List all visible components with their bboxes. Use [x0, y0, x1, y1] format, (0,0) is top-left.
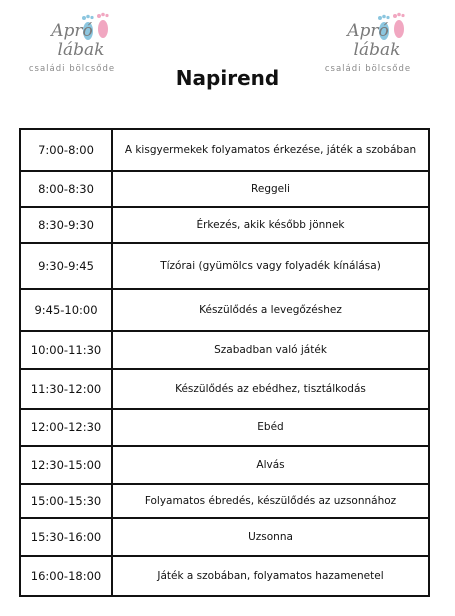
logo-subtitle: családi bölcsőde: [28, 64, 116, 74]
schedule-table: [19, 128, 430, 597]
table-row: [20, 289, 429, 331]
time-cell: 16:00-18:00: [20, 556, 112, 596]
time-cell: 9:45-10:00: [20, 289, 112, 331]
time-cell: 8:30-9:30: [20, 207, 112, 243]
activity-cell: Ebéd: [112, 409, 429, 446]
activity-cell: Készülődés az ebédhez, tisztálkodás: [112, 369, 429, 409]
table-row: [20, 446, 429, 484]
table-row: [20, 518, 429, 556]
table-row: [20, 556, 429, 596]
table-row: [20, 129, 429, 171]
activity-cell: Folyamatos ébredés, készülődés az uzsonnához: [112, 484, 429, 518]
table-row: [20, 171, 429, 207]
logo-subtitle: családi bölcsőde: [324, 64, 412, 74]
table-row: [20, 243, 429, 289]
table-row: [20, 484, 429, 518]
time-cell: 7:00-8:00: [20, 129, 112, 171]
activity-cell: Készülődés a levegőzéshez: [112, 289, 429, 331]
activity-cell: Reggeli: [112, 171, 429, 207]
time-cell: 10:00-11:30: [20, 331, 112, 369]
table-row: [20, 369, 429, 409]
time-cell: 15:00-15:30: [20, 484, 112, 518]
logo-brand: Apró lábak: [51, 21, 105, 60]
time-cell: 15:30-16:00: [20, 518, 112, 556]
activity-cell: Tízórai (gyümölcs vagy folyadék kínálása): [112, 243, 429, 289]
time-cell: 12:30-15:00: [20, 446, 112, 484]
activity-cell: Érkezés, akik később jönnek: [112, 207, 429, 243]
activity-cell: Szabadban való játék: [112, 331, 429, 369]
time-cell: 8:00-8:30: [20, 171, 112, 207]
table-row: [20, 331, 429, 369]
time-cell: 12:00-12:30: [20, 409, 112, 446]
activity-cell: Játék a szobában, folyamatos hazamenetel: [112, 556, 429, 596]
activity-cell: Alvás: [112, 446, 429, 484]
time-cell: 9:30-9:45: [20, 243, 112, 289]
table-row: [20, 409, 429, 446]
time-cell: 11:30-12:00: [20, 369, 112, 409]
logo-brand: Apró lábak: [347, 21, 401, 60]
page-title: Napirend: [175, 66, 280, 90]
table-row: [20, 207, 429, 243]
activity-cell: Uzsonna: [112, 518, 429, 556]
activity-cell: A kisgyermekek folyamatos érkezése, játék a szobában: [112, 129, 429, 171]
